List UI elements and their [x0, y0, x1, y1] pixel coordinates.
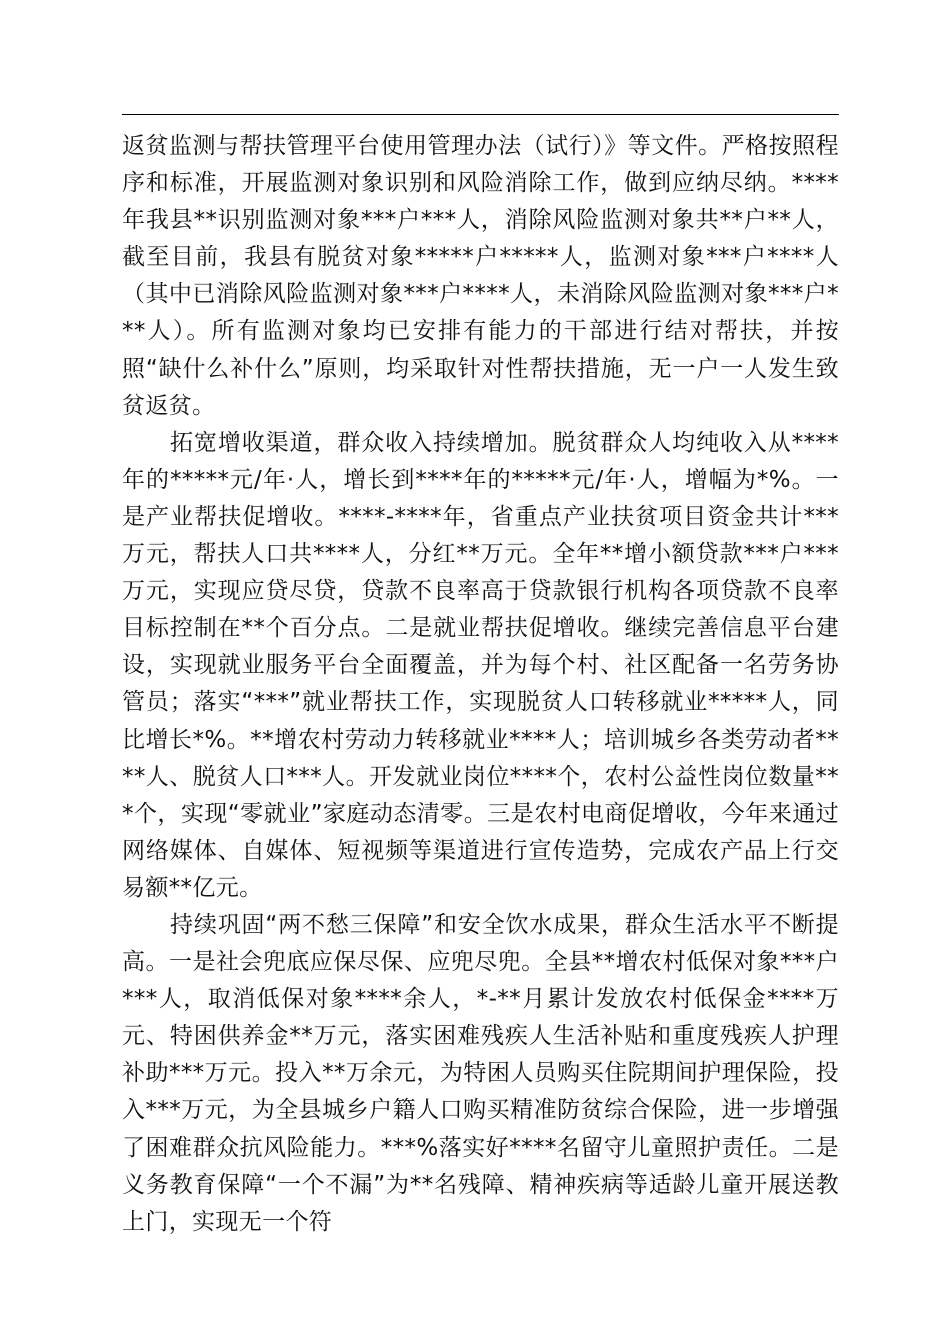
- paragraph-continued: 返贫监测与帮扶管理平台使用管理办法（试行）》等文件。严格按照程序和标准，开展监测对象识别和风险消除工作，做到应纳尽纳。****年我县**识别监测对象***户***人，消除风险监测对象共**户**人，截至目前，我县有脱贫对象*****户*****人，监测对象***户****人（其中已消除风险监测对象***户****人，未消除风险监测对象***户***人）。所有监测对象均已安排有能力的干部进行结对帮扶，并按照“缺什么补什么”原则，均采取针对性帮扶措施，无一户一人发生致贫返贫。: [122, 133, 839, 419]
- header-rule: [122, 114, 839, 115]
- paragraph-income-growth: 拓宽增收渠道，群众收入持续增加。脱贫群众人均纯收入从****年的*****元/年·人，增长到****年的*****元/年·人，增幅为*%。一是产业帮扶促增收。****-****年，省重点产业扶贫项目资金共计***万元，帮扶人口共****人，分红**万元。全年**增小额贷款***户***万元，实现应贷尽贷，贷款不良率高于贷款银行机构各项贷款不良率目标控制在**个百分点。二是就业帮扶促增收。继续完善信息平台建设，实现就业服务平台全面覆盖，并为每个村、社区配备一名劳务协管员；落实“***”就业帮扶工作，实现脱贫人口转移就业*****人，同比增长*%。**增农村劳动力转移就业****人；培训城乡各类劳动者****人、脱贫人口***人。开发就业岗位****个，农村公益性岗位数量***个，实现“零就业”家庭动态清零。三是农村电商促增收，今年来通过网络媒体、自媒体、短视频等渠道进行宣传造势，完成农产品上行交易额**亿元。: [122, 429, 839, 901]
- document-body: [122, 128, 839, 1241]
- paragraph-two-assurances: 持续巩固“两不愁三保障”和安全饮水成果，群众生活水平不断提高。一是社会兜底应保尽保、应兜尽兜。全县**增农村低保对象***户***人，取消低保对象****余人，*-**月累计发放农村低保金****万元、特困供养金**万元，落实困难残疾人生活补贴和重度残疾人护理补助***万元。投入**万余元，为特困人员购买住院期间护理保险，投入***万元，为全县城乡户籍人口购买精准防贫综合保险，进一步增强了困难群众抗风险能力。***%落实好****名留守儿童照护责任。二是义务教育保障“一个不漏”为**名残障、精神疾病等适龄儿童开展送教上门，实现无一个符: [122, 911, 839, 1235]
